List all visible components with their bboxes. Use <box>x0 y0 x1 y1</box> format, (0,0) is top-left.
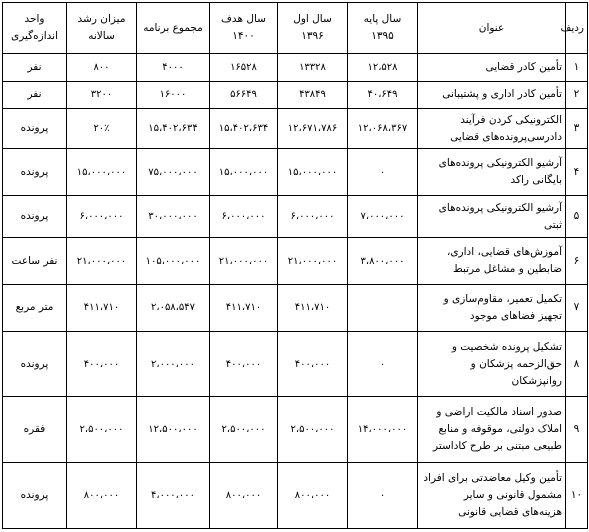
row-title: الکترونیکی کردن فرآیند دادرسی‌پرونده‌های قضایی <box>418 109 566 149</box>
table-row <box>3 109 588 149</box>
base-year-value: ۰ <box>348 149 418 196</box>
first-year-value: ۲،۵۰۰،۰۰۰ <box>278 397 348 463</box>
unit-value: نفر ساعت <box>3 238 67 285</box>
table-row <box>3 196 588 238</box>
row-number: ۳ <box>566 109 588 149</box>
row-number: ۲ <box>566 81 588 109</box>
program-total-value: ۴،۰۰۰،۰۰۰ <box>137 463 210 529</box>
target-year-value: ۶،۰۰۰،۰۰۰ <box>210 196 278 238</box>
base-year-value <box>348 285 418 332</box>
unit-value: متر مربع <box>3 285 67 332</box>
target-year-value: ۸۰۰،۰۰۰ <box>210 463 278 529</box>
row-title: آموزش‌های قضایی، اداری، ضابطین و مشاغل مرتبط <box>418 238 566 285</box>
target-year-value: ۲،۵۰۰،۰۰۰ <box>210 397 278 463</box>
header-program-total: مجموع برنامه <box>137 3 210 54</box>
base-year-value: ۷،۰۰۰،۰۰۰ <box>348 196 418 238</box>
program-table <box>2 2 588 529</box>
program-total-value: ۱۵،۴۰۲،۶۳۴ <box>137 109 210 149</box>
program-total-value: ۴۰۰۰ <box>137 54 210 82</box>
header-row <box>3 3 588 54</box>
annual-growth-value: ۲۰٪ <box>67 109 137 149</box>
row-title: تأمین کادر قضایی <box>418 54 566 82</box>
row-number: ۱۰ <box>566 463 588 529</box>
row-title: تکمیل تعمیر، مقاوم‌سازی و تجهیز فضاهای موجود <box>418 285 566 332</box>
header-row-number: ردیف <box>566 3 588 54</box>
base-year-value: ۱۲،۰۶۸،۳۶۷ <box>348 109 418 149</box>
program-total-value: ۲،۰۵۸،۵۴۷ <box>137 285 210 332</box>
base-year-value: ۰ <box>348 331 418 397</box>
row-title: تأمین کادر اداری و پشتیبانی <box>418 81 566 109</box>
row-number: ۶ <box>566 238 588 285</box>
first-year-value: ۶،۰۰۰،۰۰۰ <box>278 196 348 238</box>
unit-value: پرونده <box>3 196 67 238</box>
annual-growth-value: ۸۰۰ <box>67 54 137 82</box>
target-year-value: ۱۶۵۲۸ <box>210 54 278 82</box>
unit-value: پرونده <box>3 463 67 529</box>
program-total-value: ۱۶۰۰۰ <box>137 81 210 109</box>
first-year-value: ۴۱۱،۷۱۰ <box>278 285 348 332</box>
target-year-value: ۱۵،۰۰۰،۰۰۰ <box>210 149 278 196</box>
base-year-value: ۱۴،۰۰۰،۰۰۰ <box>348 397 418 463</box>
program-total-value: ۱۲،۵۰۰،۰۰۰ <box>137 397 210 463</box>
first-year-value: ۱۵،۰۰۰،۰۰۰ <box>278 149 348 196</box>
annual-growth-value: ۴۰۰،۰۰۰ <box>67 331 137 397</box>
table-row <box>3 331 588 397</box>
header-annual-growth: میزان رشد سالانه <box>67 3 137 54</box>
annual-growth-value: ۶،۰۰۰،۰۰۰ <box>67 196 137 238</box>
row-number: ۵ <box>566 196 588 238</box>
program-total-value: ۷۵،۰۰۰،۰۰۰ <box>137 149 210 196</box>
annual-growth-value: ۸۰۰،۰۰۰ <box>67 463 137 529</box>
table-row <box>3 285 588 332</box>
table-row <box>3 397 588 463</box>
row-number: ۷ <box>566 285 588 332</box>
target-year-value: ۴۰۰،۰۰۰ <box>210 331 278 397</box>
unit-value: پرونده <box>3 149 67 196</box>
unit-value: پرونده <box>3 331 67 397</box>
row-number: ۸ <box>566 331 588 397</box>
header-title: عنوان <box>418 3 566 54</box>
row-number: ۴ <box>566 149 588 196</box>
header-first-year: سال اول ۱۳۹۶ <box>278 3 348 54</box>
unit-value: نفر <box>3 81 67 109</box>
base-year-value: ۰ <box>348 463 418 529</box>
target-year-value: ۱۵،۴۰۲،۶۳۴ <box>210 109 278 149</box>
target-year-value: ۲۱،۰۰۰،۰۰۰ <box>210 238 278 285</box>
header-unit: واحد اندازه‌گیری <box>3 3 67 54</box>
row-title: تأمین وکیل معاضدتی برای افراد مشمول قانونی و سایر هزینه‌های قضایی قانونی <box>418 463 566 529</box>
annual-growth-value: ۲۱،۰۰۰،۰۰۰ <box>67 238 137 285</box>
unit-value: پرونده <box>3 109 67 149</box>
row-number: ۱ <box>566 54 588 82</box>
table-row <box>3 81 588 109</box>
unit-value: فقره <box>3 397 67 463</box>
annual-growth-value: ۳۲۰۰ <box>67 81 137 109</box>
first-year-value: ۱۳۳۲۸ <box>278 54 348 82</box>
table-body <box>3 54 588 529</box>
first-year-value: ۴۰۰،۰۰۰ <box>278 331 348 397</box>
annual-growth-value: ۱۵،۰۰۰،۰۰۰ <box>67 149 137 196</box>
row-title: صدور اسناد مالکیت اراضی و املاک دولتی، موقوفه و منابع طبیعی مبتنی بر طرح کاداستر <box>418 397 566 463</box>
table-row <box>3 149 588 196</box>
base-year-value: ۳،۸۰۰،۰۰۰ <box>348 238 418 285</box>
first-year-value: ۸۰۰،۰۰۰ <box>278 463 348 529</box>
row-title: تشکیل پرونده شخصیت و حق‌الزحمه پزشکان و روانپزشکان <box>418 331 566 397</box>
table-row <box>3 238 588 285</box>
target-year-value: ۵۶۶۴۹ <box>210 81 278 109</box>
row-number: ۹ <box>566 397 588 463</box>
annual-growth-value: ۲،۵۰۰،۰۰۰ <box>67 397 137 463</box>
table-row <box>3 54 588 82</box>
annual-growth-value: ۴۱۱،۷۱۰ <box>67 285 137 332</box>
first-year-value: ۴۳۸۴۹ <box>278 81 348 109</box>
base-year-value: ۱۲،۵۲۸ <box>348 54 418 82</box>
program-total-value: ۳۰،۰۰۰،۰۰۰ <box>137 196 210 238</box>
row-title: آرشیو الکترونیکی پرونده‌های ثبتی <box>418 196 566 238</box>
header-target-year: سال هدف ۱۴۰۰ <box>210 3 278 54</box>
target-year-value: ۴۱۱،۷۱۰ <box>210 285 278 332</box>
header-base-year: سال پایه ۱۳۹۵ <box>348 3 418 54</box>
program-total-value: ۱۰۵،۰۰۰،۰۰۰ <box>137 238 210 285</box>
first-year-value: ۱۲،۶۷۱،۷۸۶ <box>278 109 348 149</box>
table-row <box>3 463 588 529</box>
first-year-value: ۲۱،۰۰۰،۰۰۰ <box>278 238 348 285</box>
program-total-value: ۲،۰۰۰،۰۰۰ <box>137 331 210 397</box>
row-title: آرشیو الکترونیکی پرونده‌های بایگانی راکد <box>418 149 566 196</box>
unit-value: نفر <box>3 54 67 82</box>
base-year-value: ۴۰،۶۴۹ <box>348 81 418 109</box>
